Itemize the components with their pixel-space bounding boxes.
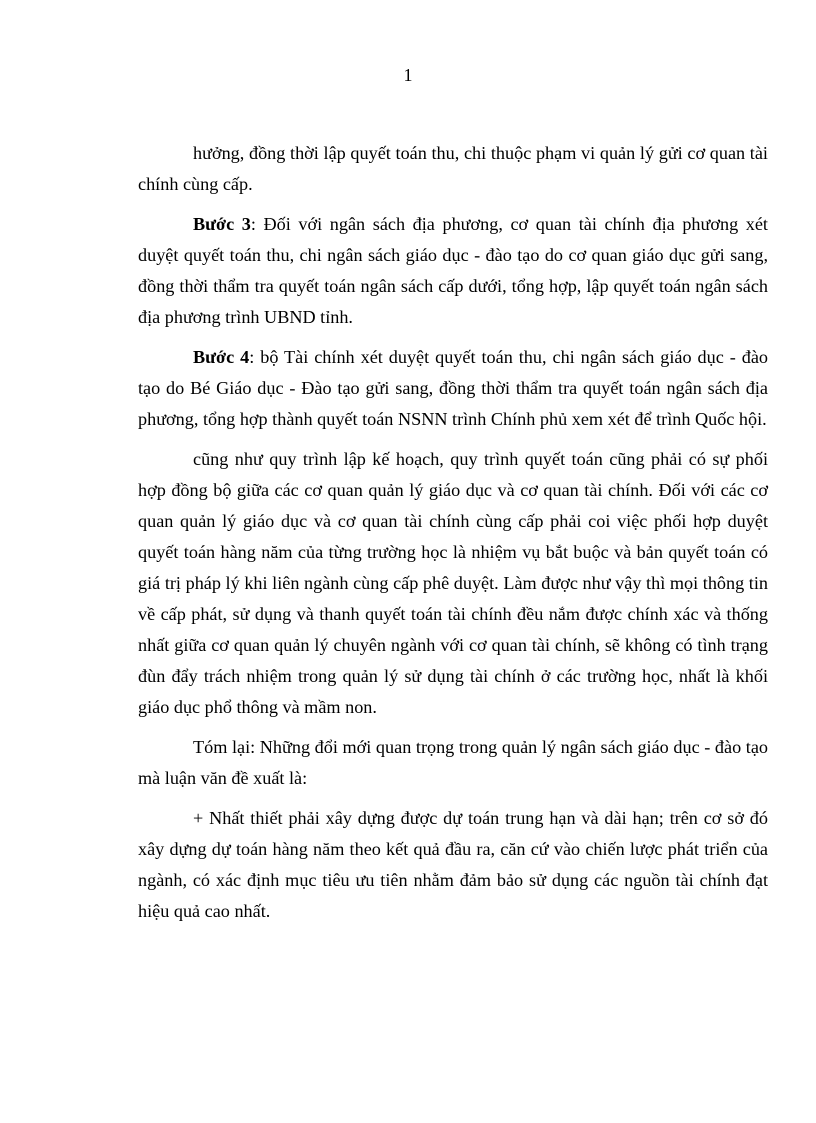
paragraph-text: : bộ Tài chính xét duyệt quyết toán thu, chi ngân sách giáo dục - đào tạo do Bé Giáo dục - Đào tạo gửi sang, đồng thời thẩm tra quyết toán ngân sách địa phương, tổng hợp thành quyết toán NSNN trình Chính phủ xem xét để trình Quốc hội.: [138, 347, 768, 429]
step-heading: Bước 4: [193, 347, 250, 367]
paragraph-text: cũng như quy trình lập kế hoạch, quy trình quyết toán cũng phải có sự phối hợp đồng bộ giữa các cơ quan quản lý giáo dục và cơ quan tài chính. Đối với các cơ quan quản lý giáo dục và cơ quan tài chính cùng cấp phải coi việc phối hợp duyệt quyết toán hàng năm của từng trường học là nhiệm vụ bắt buộc và bản quyết toán có giá trị pháp lý khi liên ngành cùng cấp phê duyệt. Làm được như vậy thì mọi thông tin về cấp phát, sử dụng và thanh quyết toán tài chính đều nắm được chính xác và thống nhất giữa cơ quan quản lý chuyên ngành với cơ quan tài chính, sẽ không có tình trạng đùn đẩy trách nhiệm trong quản lý sử dụng tài chính ở các trường học, nhất là khối giáo dục phổ thông và mầm non.: [138, 449, 768, 717]
paragraph-coordination: [138, 444, 768, 723]
paragraph-text: + Nhất thiết phải xây dựng được dự toán trung hạn và dài hạn; trên cơ sở đó xây dựng dự toán hàng năm theo kết quả đầu ra, căn cứ vào chiến lược phát triển của ngành, có xác định mục tiêu ưu tiên nhằm đảm bảo sử dụng các nguồn tài chính đạt hiệu quả cao nhất.: [138, 808, 768, 921]
step-heading: Bước 3: [193, 214, 251, 234]
paragraph-step-3: [138, 209, 768, 333]
paragraph-text: Tóm lại: Những đổi mới quan trọng trong quản lý ngân sách giáo dục - đào tạo mà luận văn đề xuất là:: [138, 737, 768, 788]
document-body: [138, 138, 768, 936]
paragraph-continuation: [138, 138, 768, 200]
paragraph-summary: [138, 732, 768, 794]
page-number: 1: [403, 65, 413, 85]
paragraph-bullet: [138, 803, 768, 927]
paragraph-text: : Đối với ngân sách địa phương, cơ quan tài chính địa phương xét duyệt quyết toán thu, chi ngân sách giáo dục - đào tạo do cơ quan giáo dục gửi sang, đồng thời thẩm tra quyết toán ngân sách cấp dưới, tổng hợp, lập quyết toán ngân sách địa phương trình UBND tỉnh.: [138, 214, 768, 327]
paragraph-text: hưởng, đồng thời lập quyết toán thu, chi thuộc phạm vi quản lý gửi cơ quan tài chính cùng cấp.: [138, 143, 768, 194]
paragraph-step-4: [138, 342, 768, 435]
